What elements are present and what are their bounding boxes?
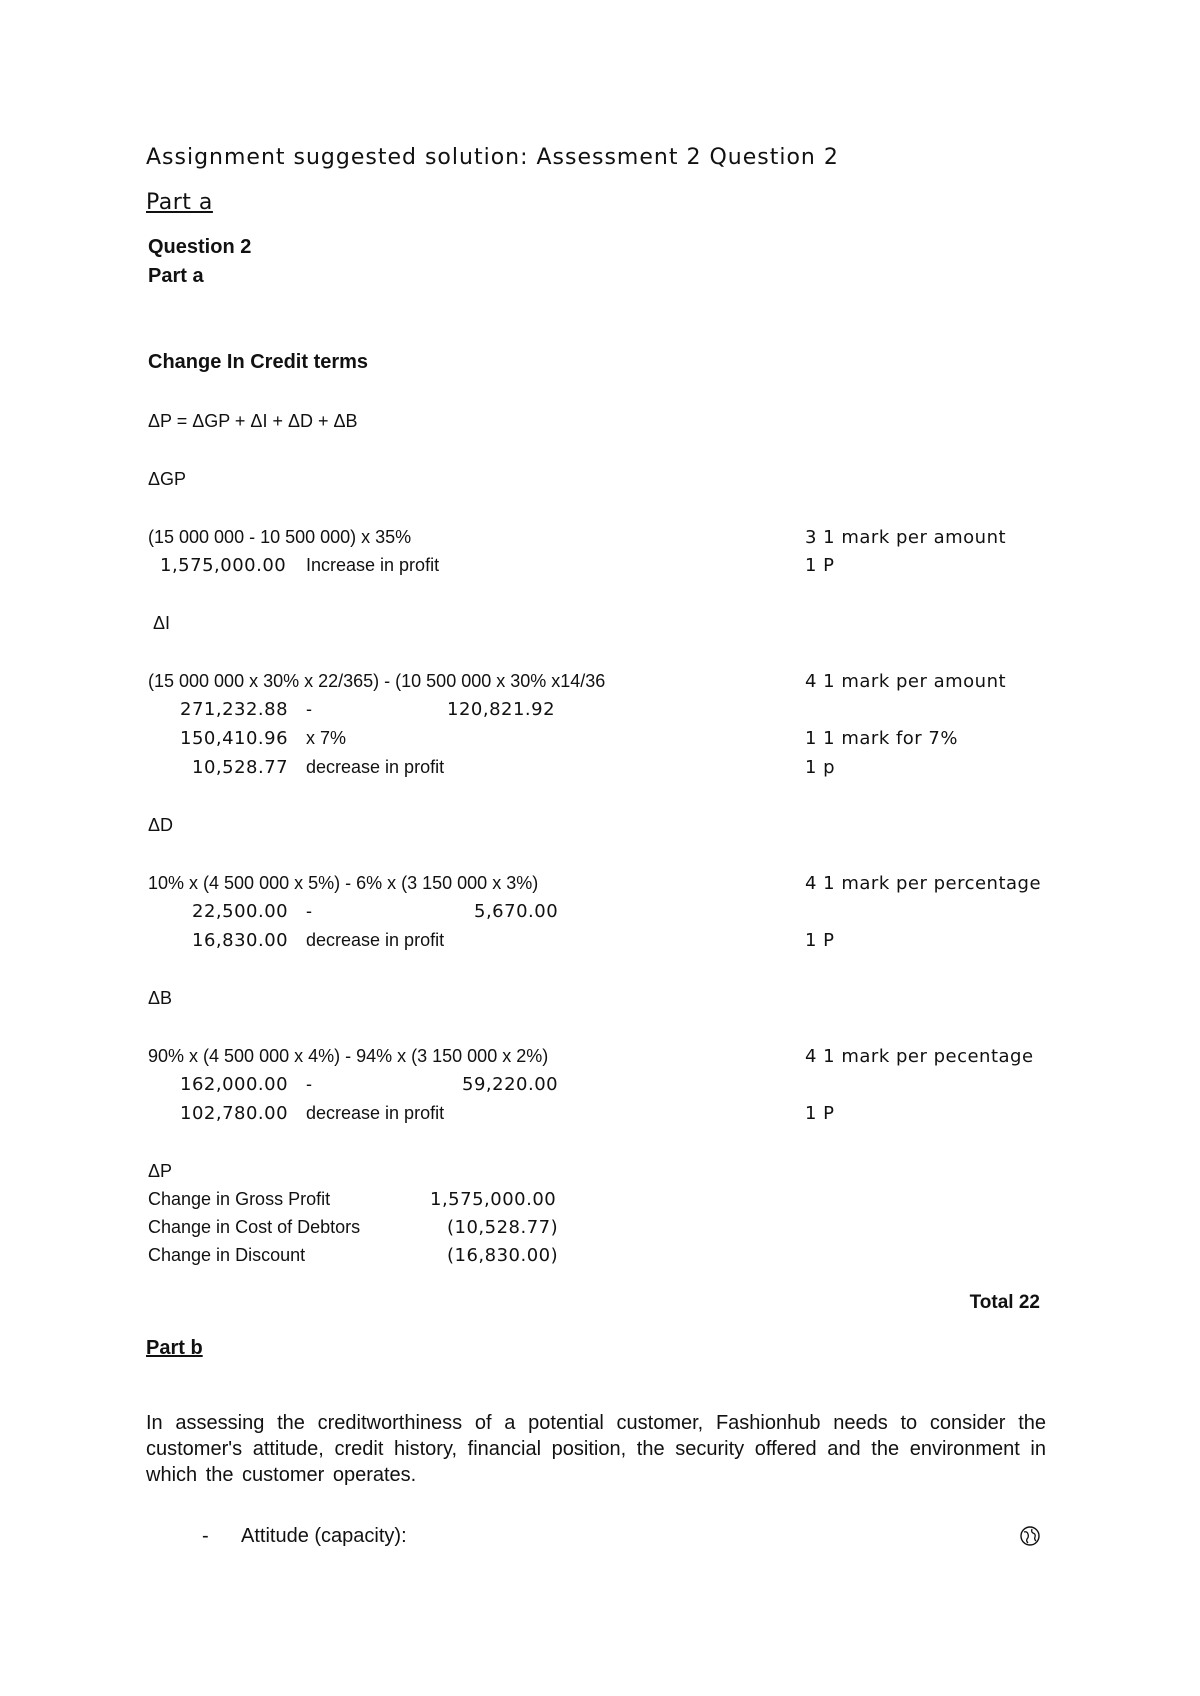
interest-minus: - [306, 699, 312, 719]
interest-result: 10,528.77 [192, 757, 289, 778]
part-b-paragraph: In assessing the creditworthiness of a potential customer, Fashionhub needs to consider the customer's attitude, credit history, financial position, the security offered and the environment in which the customer operates. [146, 1412, 1046, 1486]
document-title: Assignment suggested solution: Assessment 2 Question 2 [146, 145, 839, 170]
gp-result-mark: 1 P [805, 555, 835, 576]
section-title: Change In Credit terms [148, 351, 369, 373]
interest-heading: ΔI [153, 613, 171, 633]
summary-label-discount: Change in Discount [148, 1245, 306, 1265]
bad-debts-heading: ΔB [148, 988, 173, 1008]
interest-calc: (15 000 000 x 30% x 22/365) - (10 500 000 x 30% x14/36 [148, 671, 606, 691]
part-a-heading: Part a [146, 190, 213, 215]
interest-diff: 150,410.96 [180, 728, 289, 749]
bad-debts-right-value: 59,220.00 [462, 1074, 559, 1095]
interest-right-value: 120,821.92 [447, 699, 556, 720]
part-b-heading: Part b [146, 1337, 203, 1359]
interest-rate-mark: 1 1 mark for 7% [805, 728, 958, 749]
gp-calc: (15 000 000 - 10 500 000) x 35% [148, 527, 412, 547]
discount-minus: - [306, 901, 312, 921]
discount-calc: 10% x (4 500 000 x 5%) - 6% x (3 150 000 x 3%) [148, 873, 539, 893]
bad-debts-result: 102,780.00 [180, 1103, 289, 1124]
formula: ΔP = ΔGP + ΔI + ΔD + ΔB [148, 411, 358, 431]
interest-result-mark: 1 p [805, 757, 836, 778]
interest-result-label: decrease in profit [306, 757, 445, 777]
gp-heading: ΔGP [148, 469, 187, 489]
gp-calc-mark: 3 1 mark per amount [805, 527, 1007, 548]
summary-label-cost-of-debtors: Change in Cost of Debtors [148, 1217, 361, 1237]
discount-result-label: decrease in profit [306, 930, 445, 950]
summary-heading: ΔP [148, 1161, 173, 1181]
gp-result: 1,575,000.00 [160, 555, 287, 576]
discount-result-mark: 1 P [805, 930, 835, 951]
bullet-attitude: Attitude (capacity): [241, 1525, 407, 1547]
bad-debts-calc: 90% x (4 500 000 x 4%) - 94% x (3 150 000 x 2%) [148, 1046, 549, 1066]
discount-result: 16,830.00 [192, 930, 289, 951]
discount-left-value: 22,500.00 [192, 901, 289, 922]
gp-result-label: Increase in profit [306, 555, 440, 575]
summary-value-cost-of-debtors: (10,528.77) [447, 1217, 559, 1238]
bad-debts-calc-mark: 4 1 mark per pecentage [805, 1046, 1034, 1067]
discount-calc-mark: 4 1 mark per percentage [805, 873, 1042, 894]
bullet-dash: - [202, 1525, 209, 1547]
bad-debts-left-value: 162,000.00 [180, 1074, 289, 1095]
bad-debts-result-label: decrease in profit [306, 1103, 445, 1123]
interest-rate: x 7% [306, 728, 347, 748]
summary-value-gross-profit: 1,575,000.00 [430, 1189, 557, 1210]
interest-left-value: 271,232.88 [180, 699, 289, 720]
question-label: Question 2 [148, 236, 252, 258]
globe-icon [1019, 1525, 1041, 1552]
bad-debts-minus: - [306, 1074, 312, 1094]
total-marks: Total 22 [969, 1292, 1040, 1313]
discount-heading: ΔD [148, 815, 174, 835]
bad-debts-result-mark: 1 P [805, 1103, 835, 1124]
interest-calc-mark: 4 1 mark per amount [805, 671, 1007, 692]
summary-value-discount: (16,830.00) [447, 1245, 559, 1266]
summary-label-gross-profit: Change in Gross Profit [148, 1189, 331, 1209]
discount-right-value: 5,670.00 [474, 901, 559, 922]
part-label: Part a [148, 265, 204, 287]
